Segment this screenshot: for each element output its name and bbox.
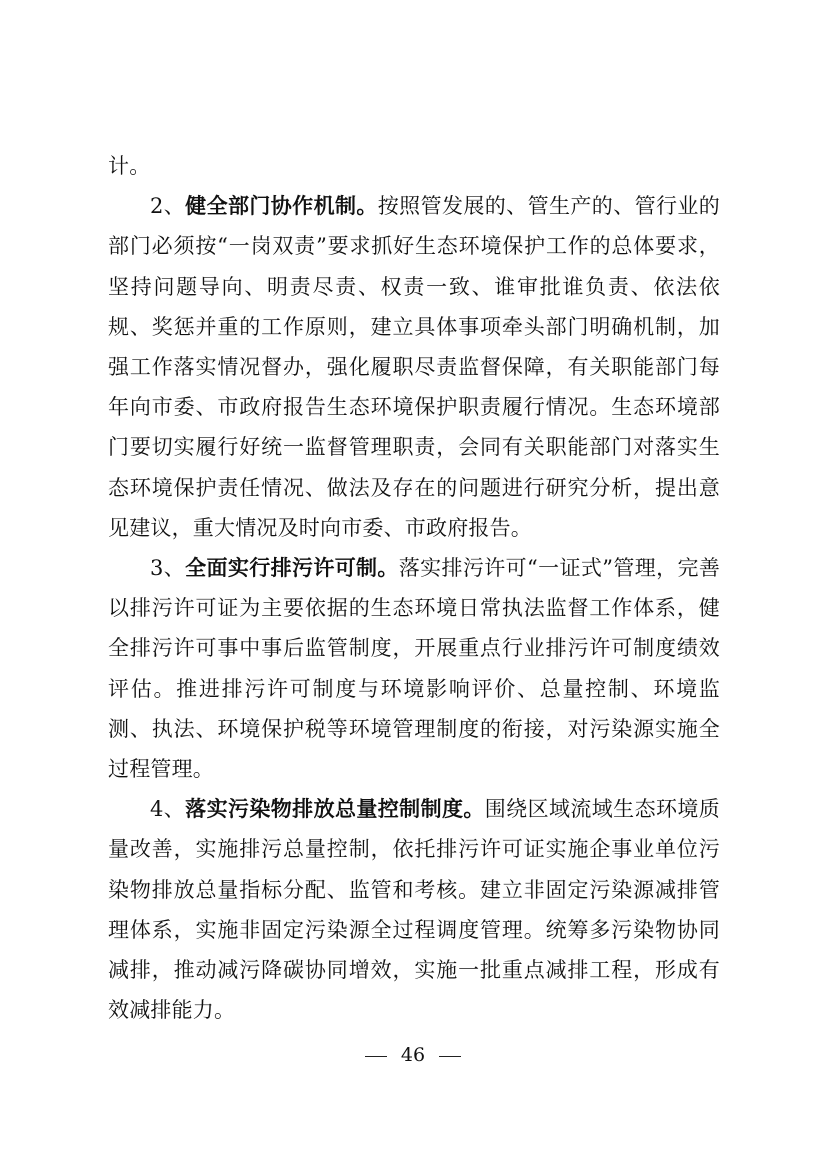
section-3-body: 落实排污许可“一证式”管理，完善以排污许可证为主要依据的生态环境日常执法监督工作体系，健全排污许可事中事后监管制度，开展重点行业排污许可制度绩效评估。推进排污许可制度与环境影响评价、总量控制、环境监测、执法、环境保护税等环境管理制度的衔接，对污染源实施全过程管理。	[108, 556, 721, 782]
section-4-body: 围绕区域流域生态环境质量改善，实施排污总量控制，依托排污许可证实施企事业单位污染物排放总量指标分配、监管和考核。建立非固定污染源减排管理体系，实施非固定污染源全过程调度管理。统筹多污染物协同减排，推动减污降碳协同增效，实施一批重点减排工程，形成有效减排能力。	[108, 797, 720, 1023]
section-2-number: 2、	[150, 194, 186, 219]
section-3-number: 3、	[150, 556, 186, 581]
section-2-paragraph	[108, 186, 720, 548]
section-3-heading: 全面实行排污许可制。	[185, 556, 399, 581]
section-2-heading: 健全部门协作机制。	[185, 194, 378, 219]
section-2-body: 按照管发展的、管生产的、管行业的部门必须按“一岗双责”要求抓好生态环境保护工作的总体要求，坚持问题导向、明责尽责、权责一致、谁审批谁负责、依法依规、奖惩并重的工作原则，建立具体事项牵头部门明确机制，加强工作落实情况督办，强化履职尽责监督保障，有关职能部门每年向市委、市政府报告生态环境保护职责履行情况。生态环境部门要切实履行好统一监督管理职责，会同有关职能部门对落实生态环境保护责任情况、做法及存在的问题进行研究分析，提出意见建议，重大情况及时向市委、市政府报告。	[108, 194, 720, 540]
footer-dash-right	[439, 1056, 461, 1057]
footer-dash-left	[365, 1056, 387, 1057]
section-3-paragraph	[108, 548, 720, 789]
section-4-heading: 落实污染物排放总量控制制度。	[185, 797, 485, 822]
section-4-paragraph	[108, 789, 720, 1030]
page-footer	[0, 1043, 826, 1067]
document-body	[108, 146, 720, 1030]
section-4-number: 4、	[150, 797, 186, 822]
page-number: 46	[400, 1044, 426, 1066]
continuation-text: 计。	[108, 154, 151, 178]
